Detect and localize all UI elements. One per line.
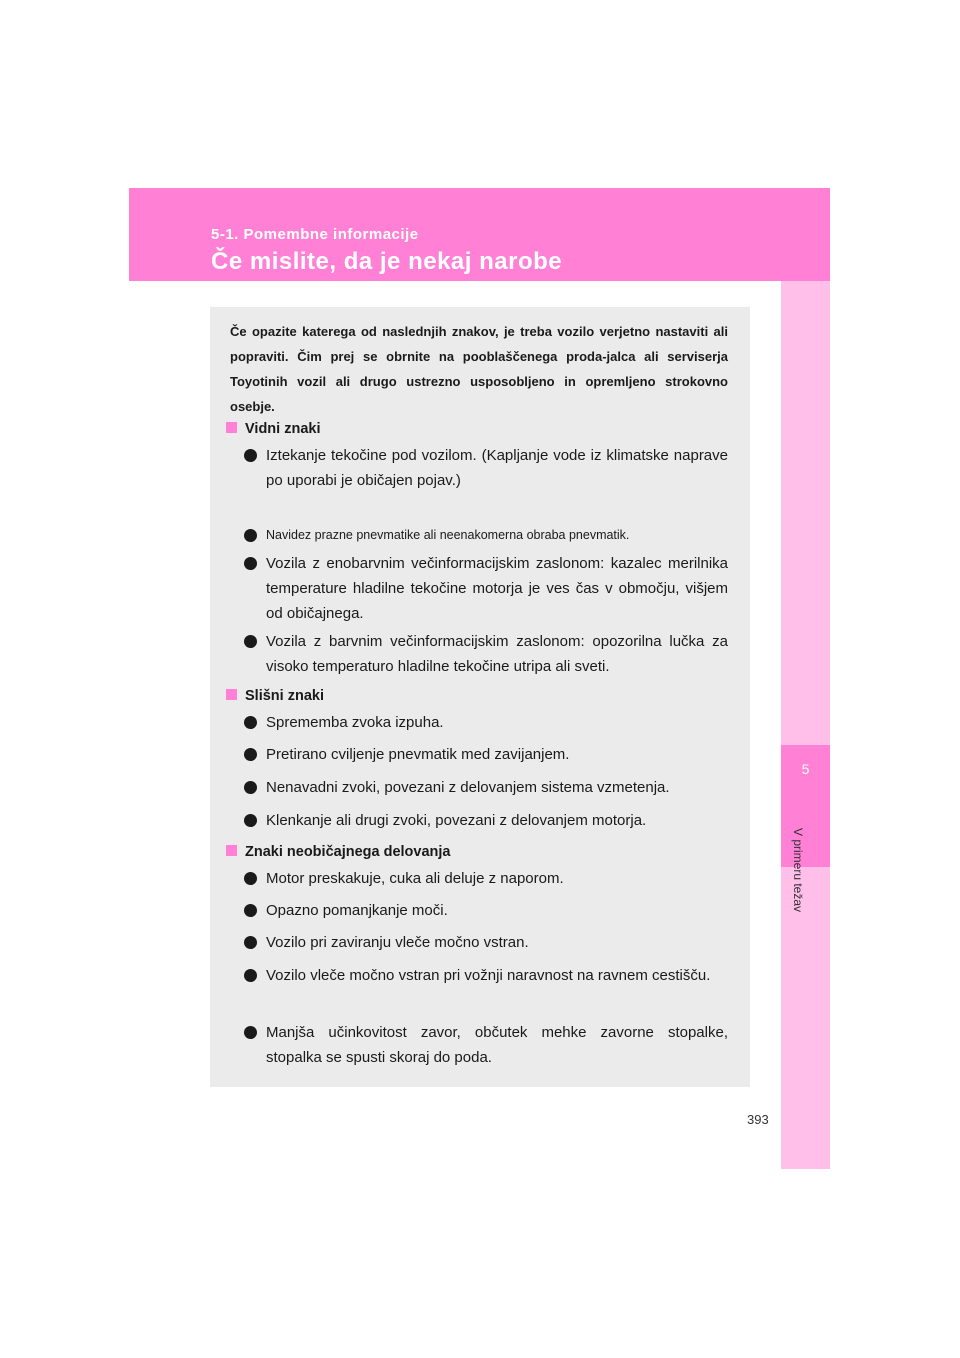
content-box <box>210 307 750 1087</box>
list-item <box>244 930 728 955</box>
section-heading-label: Vidni znaki <box>245 421 321 437</box>
list-item-text: Vozilo vleče močno vstran pri vožnji naravnost na ravnem cestišču. <box>266 967 711 984</box>
list-item <box>244 963 728 988</box>
chapter-number: 5 <box>801 761 810 777</box>
list-item-text: Vozila z barvnim večinformacijskim zaslonom: opozorilna lučka za visoko temperaturo hladilne tekočine utripa ali sveti. <box>266 633 728 675</box>
page-title: Če mislite, da je nekaj narobe <box>211 248 563 275</box>
page-number: 393 <box>747 1112 769 1127</box>
list-item <box>244 898 728 923</box>
list-item-text: Sprememba zvoka izpuha. <box>266 714 444 731</box>
list-item-text: Motor preskakuje, cuka ali deluje z naporom. <box>266 870 564 887</box>
bullet-icon <box>244 814 257 827</box>
bullet-icon <box>244 781 257 794</box>
list-item <box>244 775 728 800</box>
chapter-side-tab <box>781 281 830 1169</box>
list-item-text: Iztekanje tekočine pod vozilom. (Kapljanje vode iz klimatske naprave po uporabi je običajen pojav.) <box>266 447 728 489</box>
bullet-icon <box>244 872 257 885</box>
section-heading-visual-signs <box>226 421 320 437</box>
list-item-text: Manjša učinkovitost zavor, občutek mehke zavorne stopalke, stopalka se spusti skoraj do poda. <box>266 1024 728 1066</box>
list-item <box>244 866 728 891</box>
chapter-number-block <box>781 745 830 867</box>
list-item-text: Pretirano cviljenje pnevmatik med zavijanjem. <box>266 746 570 763</box>
bullet-icon <box>244 716 257 729</box>
section-heading-operational-signs <box>226 844 450 860</box>
bullet-icon <box>244 557 257 570</box>
list-item <box>244 551 728 626</box>
list-item-text: Navidez prazne pnevmatike ali neenakomerna obraba pnevmatik. <box>266 528 630 542</box>
list-item-text: Klenkanje ali drugi zvoki, povezani z delovanjem motorja. <box>266 812 647 829</box>
square-bullet-icon <box>226 422 237 433</box>
chapter-title: V primeru težav <box>791 827 805 913</box>
list-item <box>244 443 728 493</box>
square-bullet-icon <box>226 845 237 856</box>
bullet-icon <box>244 969 257 982</box>
list-item <box>244 523 728 548</box>
list-item-text: Vozilo pri zaviranju vleče močno vstran. <box>266 934 529 951</box>
bullet-icon <box>244 449 257 462</box>
bullet-icon <box>244 904 257 917</box>
bullet-icon <box>244 529 257 542</box>
intro-paragraph: Če opazite katerega od naslednjih znakov, je treba vozilo verjetno nastaviti ali popraviti. Čim prej se obrnite na pooblaščenega proda-jalca ali serviserja Toyotinih vozil ali drugo ustrezno usposobljeno in opremljeno strokovno osebje. <box>230 324 728 414</box>
list-item <box>244 1020 728 1070</box>
section-heading-label: Slišni znaki <box>245 688 324 704</box>
list-item-text: Vozila z enobarvnim večinformacijskim zaslonom: kazalec merilnika temperature hladilne tekočine motorja je ves čas v območju, višjem od običajnega. <box>266 555 728 622</box>
list-item <box>244 710 728 735</box>
bullet-icon <box>244 748 257 761</box>
square-bullet-icon <box>226 689 237 700</box>
section-label: 5-1. Pomembne informacije <box>211 226 419 243</box>
list-item-text: Nenavadni zvoki, povezani z delovanjem sistema vzmetenja. <box>266 779 670 796</box>
bullet-icon <box>244 1026 257 1039</box>
list-item <box>244 629 728 679</box>
list-item-text: Opazno pomanjkanje moči. <box>266 902 448 919</box>
list-item <box>244 808 728 833</box>
list-item <box>244 742 728 767</box>
section-heading-label: Znaki neobičajnega delovanja <box>245 844 451 860</box>
header-bar <box>129 188 830 281</box>
bullet-icon <box>244 635 257 648</box>
bullet-icon <box>244 936 257 949</box>
section-heading-audible-signs <box>226 688 324 704</box>
